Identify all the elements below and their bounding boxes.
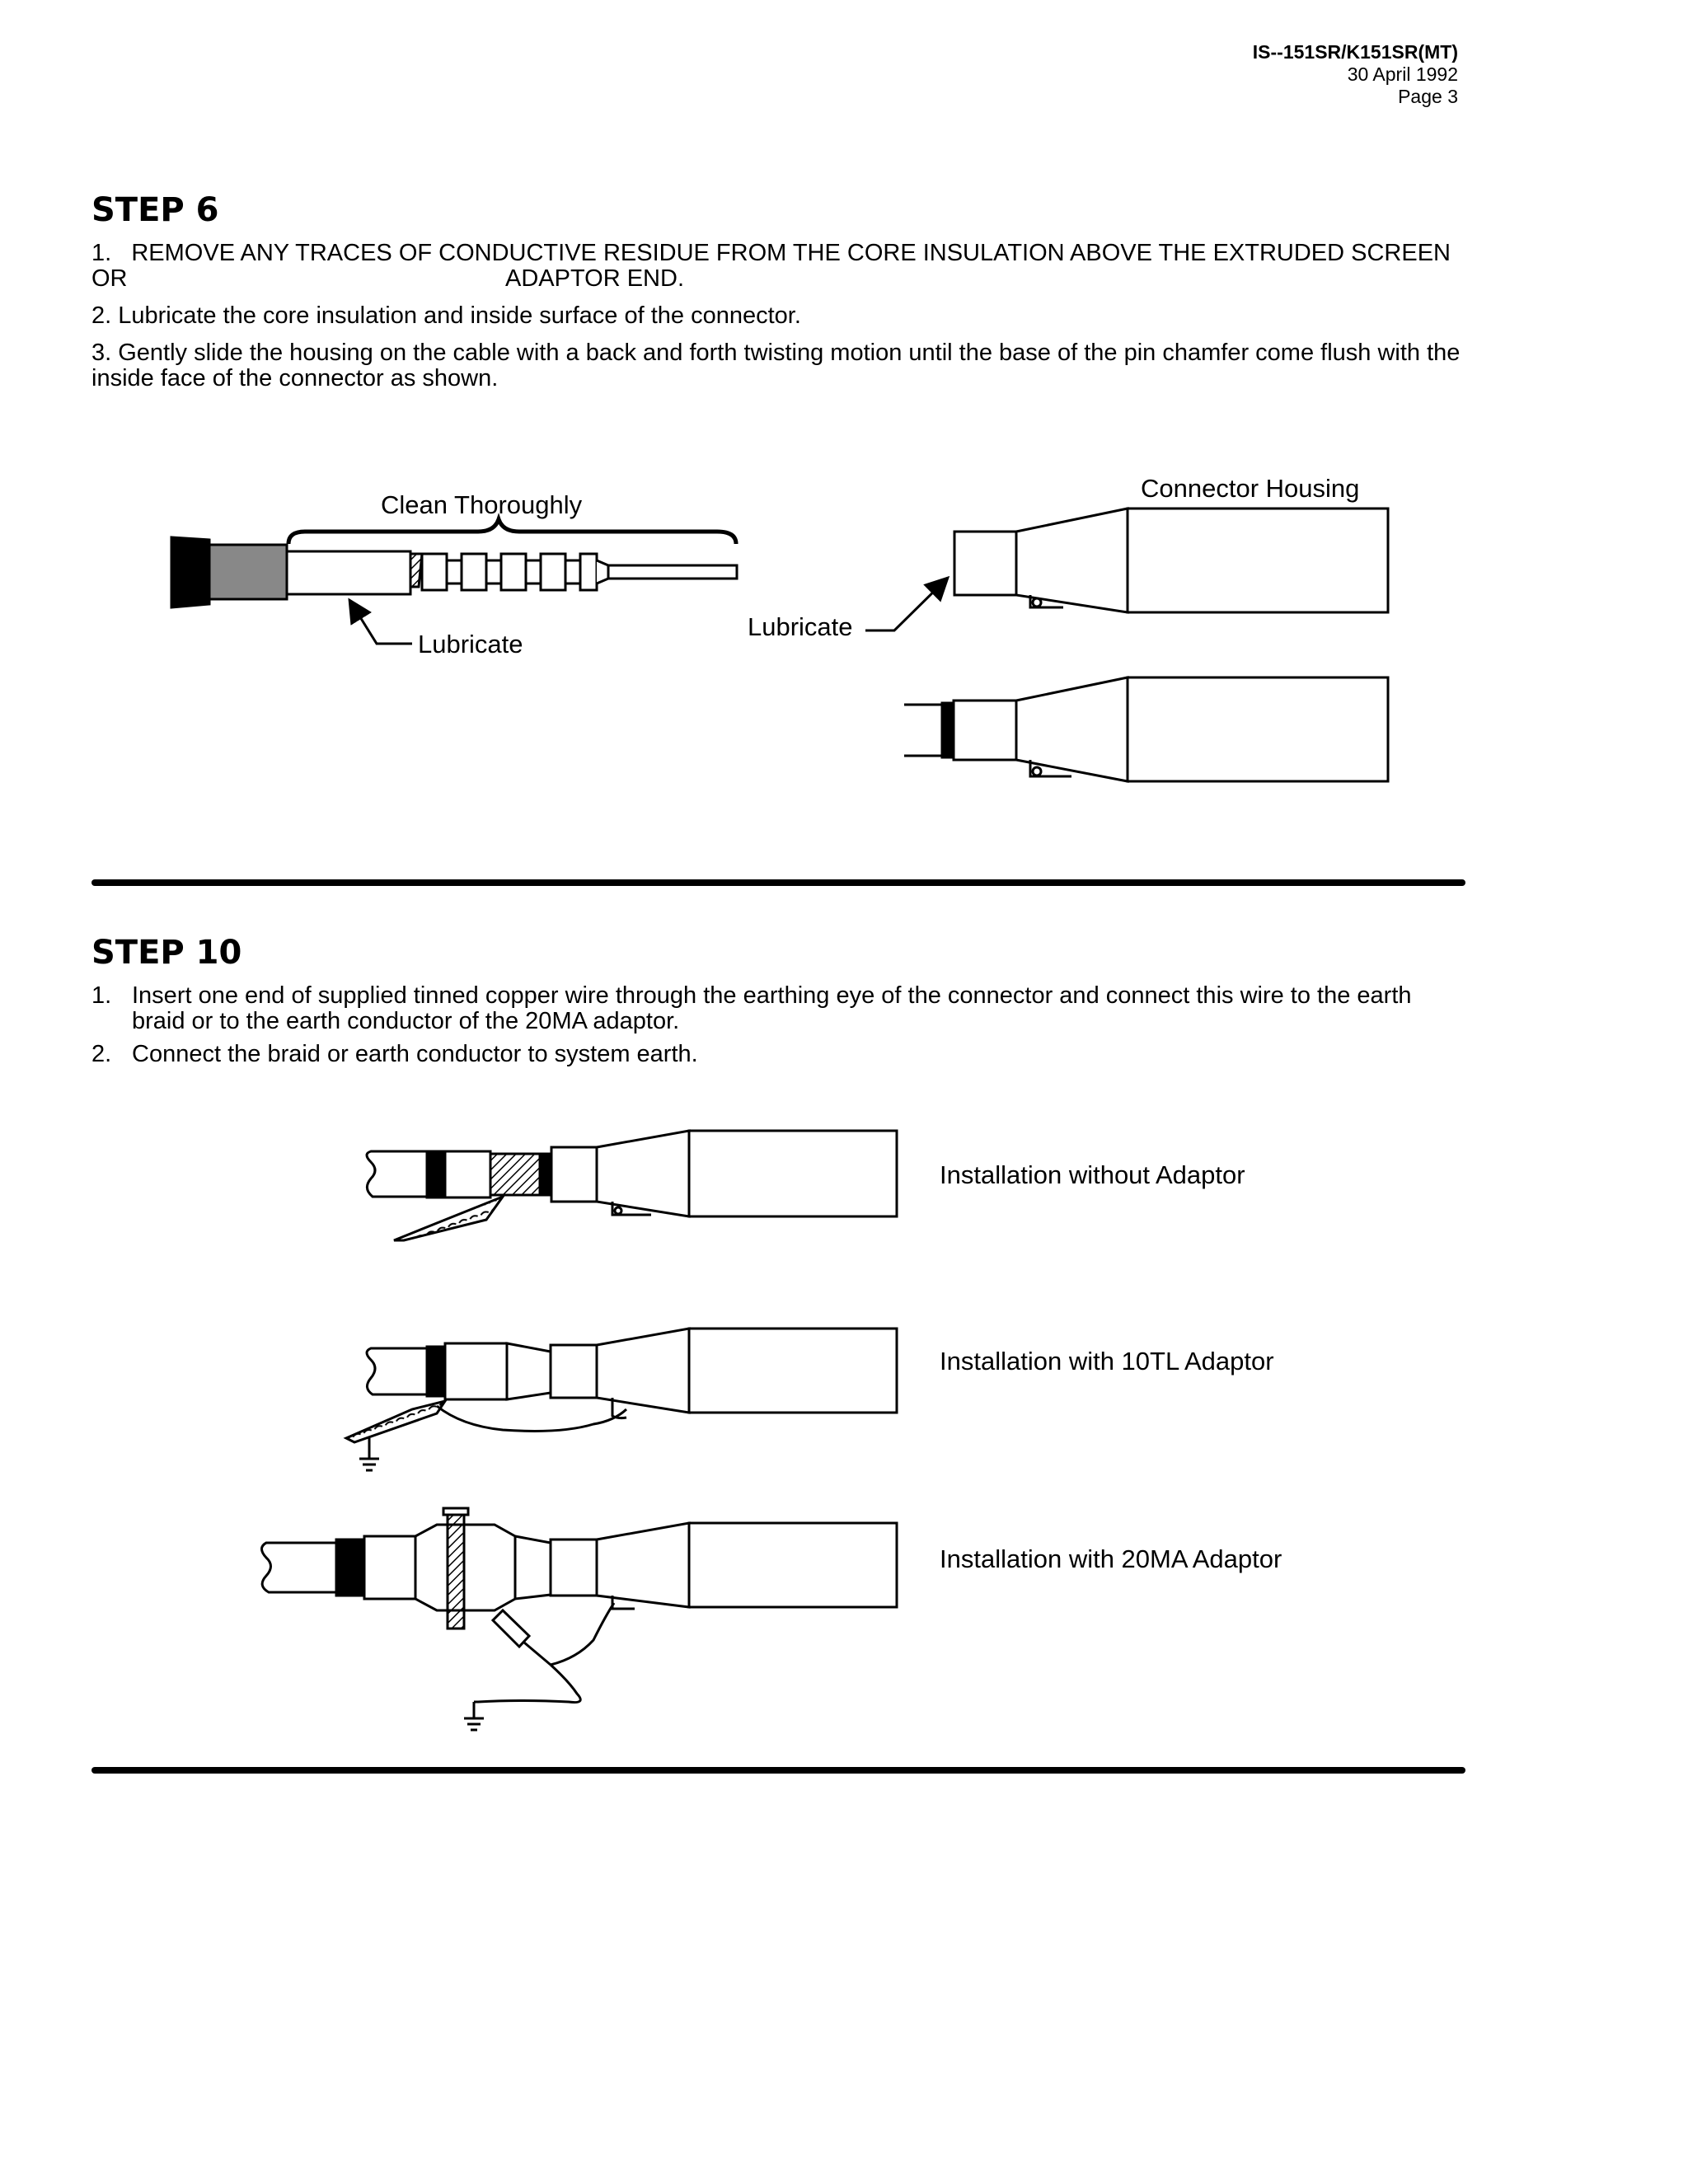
installation-without-adaptor-drawing [367,1131,897,1240]
installation-10tl-adaptor-label: Installation with 10TL Adaptor [940,1347,1274,1376]
installation-without-adaptor-label: Installation without Adaptor [940,1160,1245,1189]
lubricate-core-label: Lubricate [418,630,523,658]
step6-title: STEP 6 [91,191,219,229]
step10-item1-text: Insert one end of supplied tinned copper wire through the earthing eye of the connector and connect this wire to the earth braid or to the earth conductor of the 20MA adaptor. [132,982,1412,1034]
step6-item1-adaptor-end: ADAPTOR END. [505,265,685,292]
step6-item1-number: 1. [91,240,112,266]
document-date: 30 April 1992 [1347,63,1458,85]
step10-item2-number: 2. [91,1041,112,1067]
cable-prepared-drawing [171,519,737,644]
document-id: IS--151SR/K151SR(MT) [1252,41,1458,63]
step6-item1-text: REMOVE ANY TRACES OF CONDUCTIVE RESIDUE FROM THE CORE INSULATION ABOVE THE EXTRUDED SCREEN [131,240,1451,266]
connector-housing-drawing [865,509,1388,630]
connector-housing-label: Connector Housing [1141,474,1360,503]
step10-title: STEP 10 [91,934,242,972]
lubricate-connector-label: Lubricate [748,612,853,641]
step6-item1-or: OR [91,265,128,292]
installation-10tl-adaptor-drawing [346,1329,897,1470]
installation-20ma-adaptor-label: Installation with 20MA Adaptor [940,1544,1282,1573]
connector-housing-installed-drawing [904,677,1388,781]
clean-thoroughly-label: Clean Thoroughly [381,490,583,519]
installation-20ma-adaptor-drawing [262,1508,898,1730]
step6-item2: 2. Lubricate the core insulation and inside surface of the connector. [91,302,801,329]
step10-item1-number: 1. [91,982,112,1009]
step6-item3: 3. Gently slide the housing on the cable with a back and forth twisting motion until the base of the pin chamfer come flush with the inside face of the connector as shown. [91,340,1461,391]
step10-item2-text: Connect the braid or earth conductor to system earth. [132,1041,698,1067]
page-number: Page 3 [1398,86,1458,107]
